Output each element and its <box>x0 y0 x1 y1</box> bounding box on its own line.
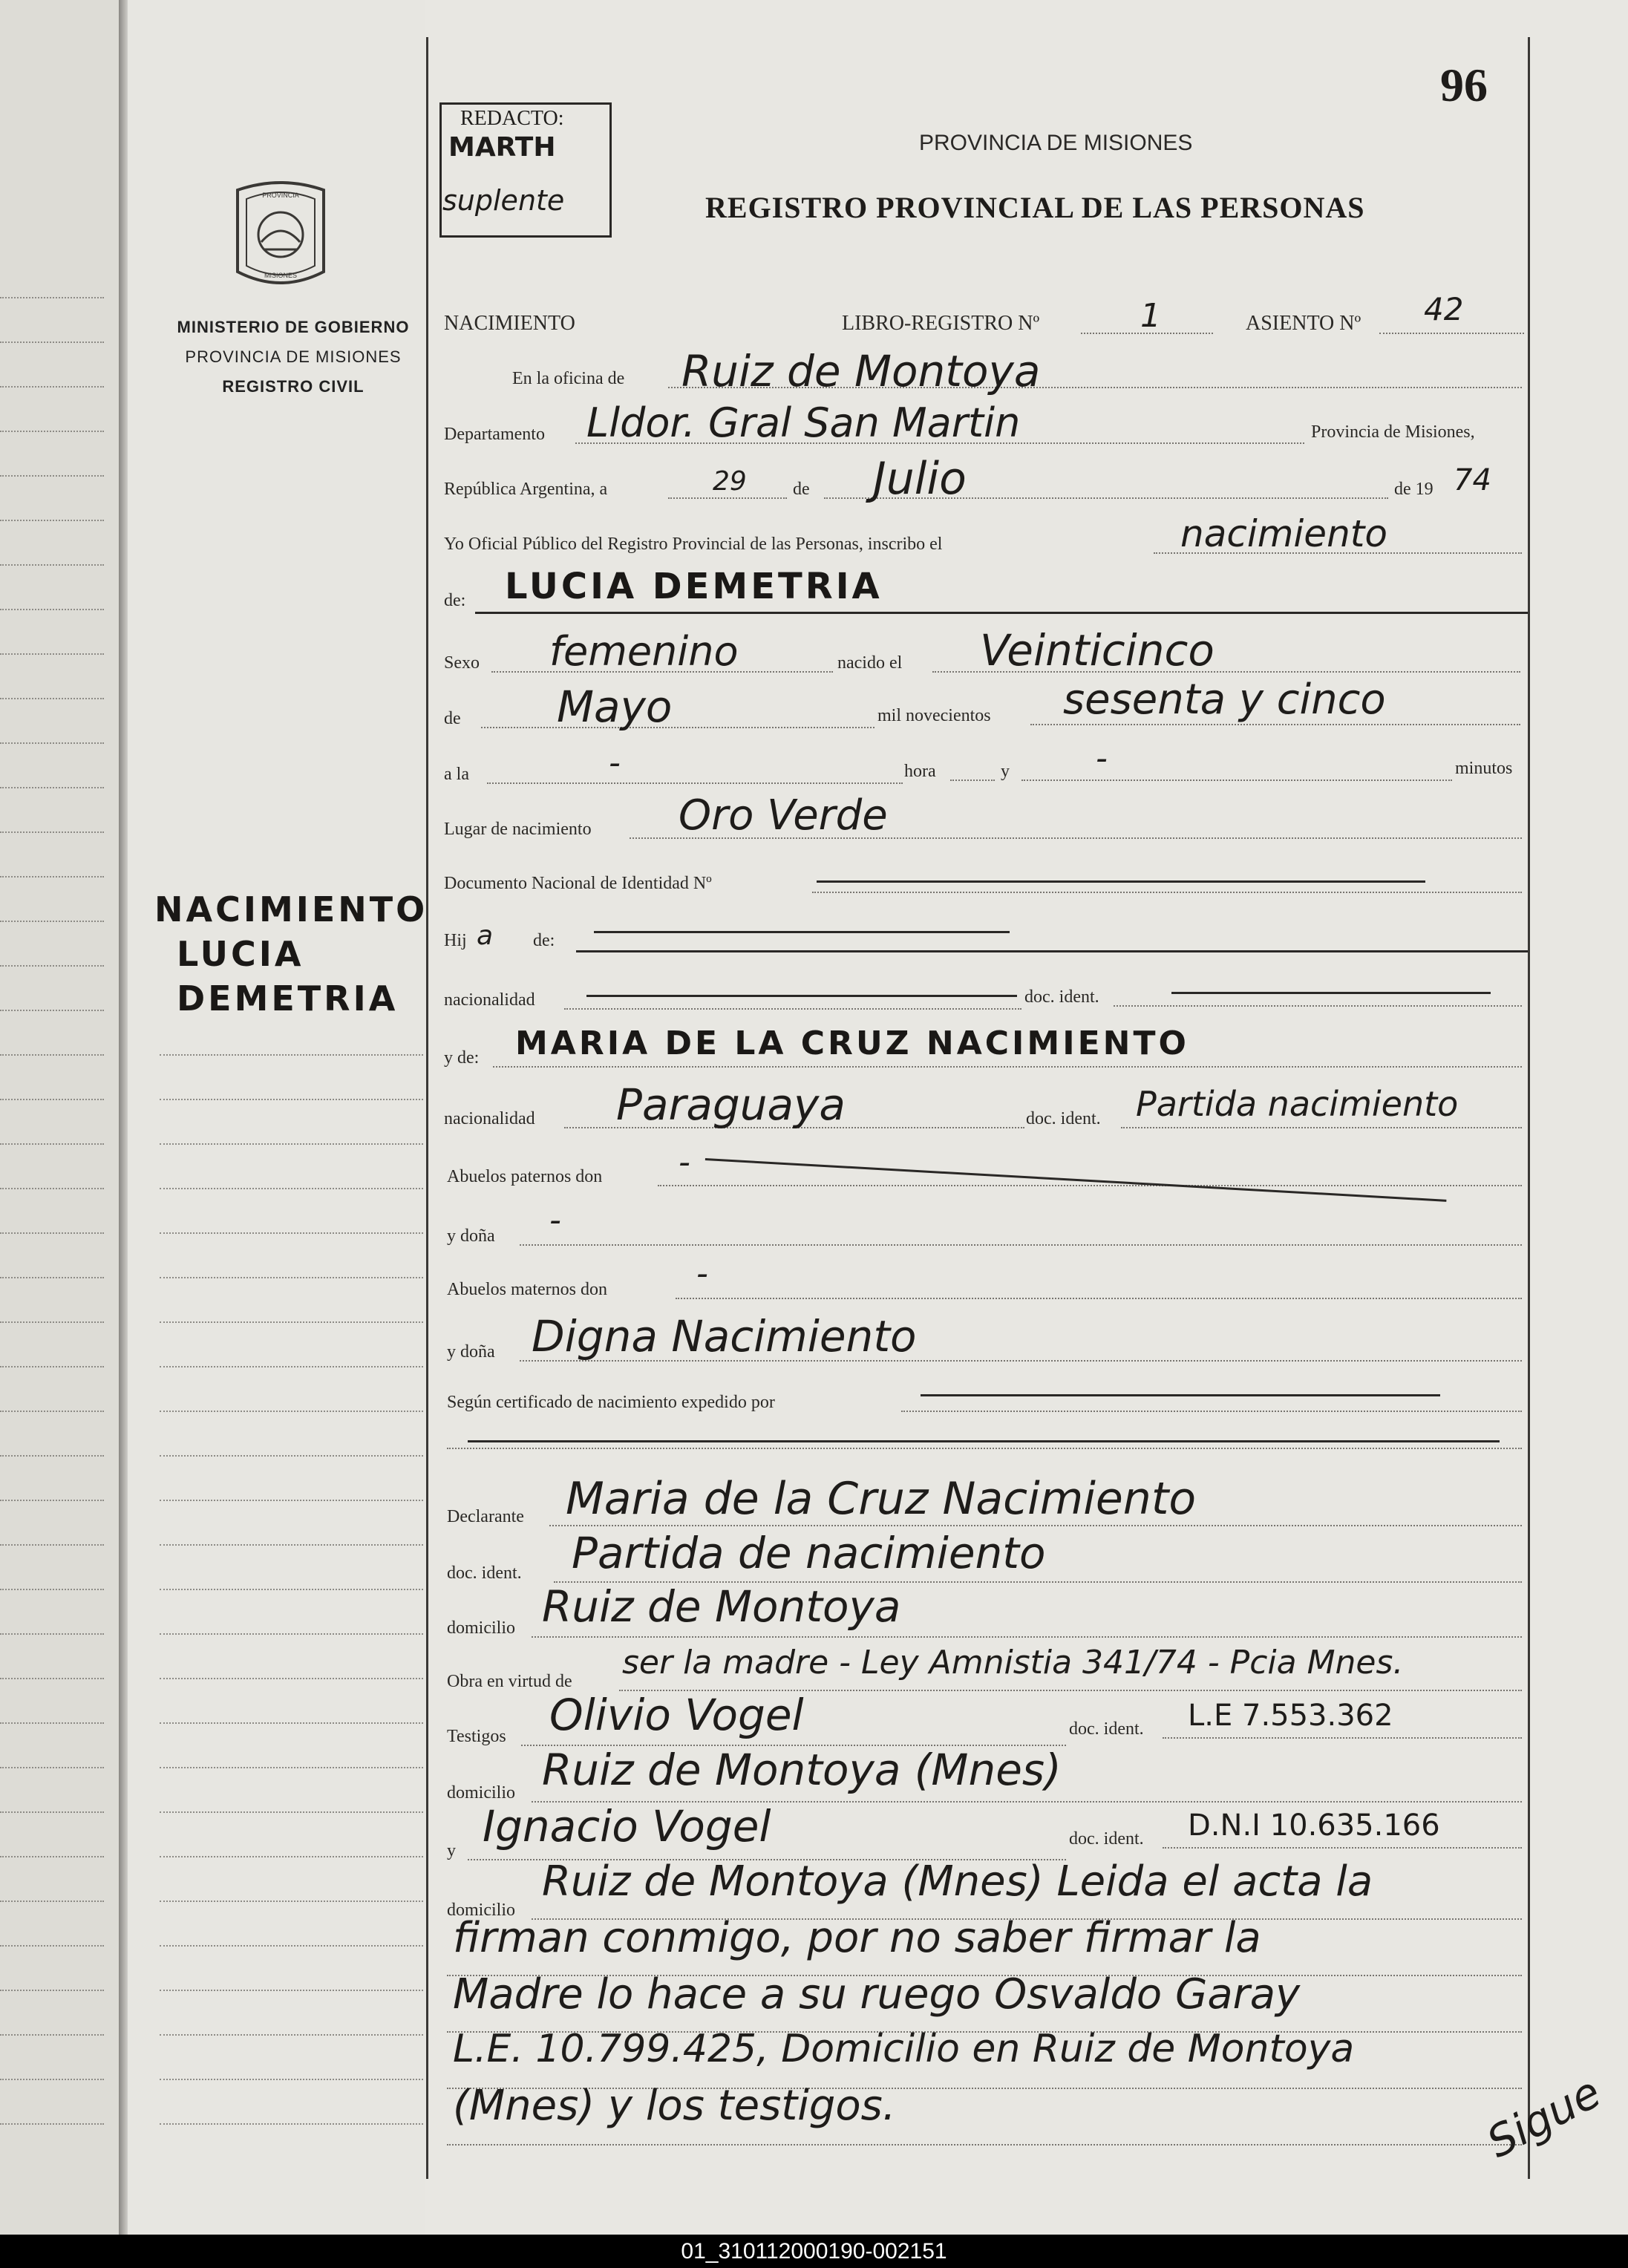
hijo-suffix: a <box>477 921 494 951</box>
hijo-label: Hij <box>444 931 467 950</box>
dni-label: Documento Nacional de Identidad Nº <box>444 874 712 893</box>
asiento-label: ASIENTO Nº <box>1246 312 1361 335</box>
note-line-3: Madre lo hace a su ruego Osvaldo Garay <box>453 1970 1301 2019</box>
abuela-paterna-dash: - <box>549 1201 561 1239</box>
redacto-name: MARTH <box>448 132 556 163</box>
previous-page-edge <box>0 0 121 2235</box>
right-rule <box>1528 37 1530 2179</box>
ydona2-label: y doña <box>447 1342 495 1362</box>
note-line-1: Ruiz de Montoya (Mnes) Leida el acta la <box>542 1857 1373 1906</box>
margin-note-line-1: NACIMIENTO <box>154 889 428 929</box>
domicilio2-label: domicilio <box>447 1783 515 1803</box>
note-line-4: L.E. 10.799.425, Domicilio en Ruiz de Montoya <box>453 2027 1355 2071</box>
docident2-value: Partida nacimiento <box>1136 1084 1459 1124</box>
abuelos-maternos-label: Abuelos maternos don <box>447 1280 607 1299</box>
margin-note-line-2: LUCIA <box>177 934 304 974</box>
lugar-value: Oro Verde <box>679 791 888 840</box>
minutos-dash: - <box>1096 739 1108 777</box>
abuelos-paternos-label: Abuelos paternos don <box>447 1167 603 1186</box>
ministry-line-3: REGISTRO CIVIL <box>222 377 364 396</box>
y-label: y <box>1001 762 1010 781</box>
hora-label: hora <box>904 762 936 781</box>
republica-label: República Argentina, a <box>444 480 608 499</box>
lugar-label: Lugar de nacimiento <box>444 820 592 839</box>
sigue-mark: Sigue <box>1479 2066 1609 2169</box>
nacido-label: nacido el <box>837 653 903 673</box>
yde-label: y de: <box>444 1048 480 1068</box>
testigo2-doc-value: D.N.I 10.635.166 <box>1188 1808 1440 1843</box>
segun-label: Según certificado de nacimiento expedido por <box>447 1393 775 1412</box>
docident3-value: Partida de nacimiento <box>572 1528 1046 1578</box>
fecha-de-label: de <box>793 480 810 499</box>
abuelo-materno-dash: - <box>696 1255 708 1293</box>
departamento-value: Lldor. Gral San Martin <box>586 399 1021 446</box>
seal-bottom-text: MISIONES <box>264 272 298 279</box>
oficina-value: Ruiz de Montoya <box>681 346 1041 396</box>
testigo1-value: Olivio Vogel <box>549 1690 804 1740</box>
domicilio3-label: domicilio <box>447 1901 515 1920</box>
declarante-value: Maria de la Cruz Nacimiento <box>566 1473 1197 1525</box>
testigos-label: Testigos <box>447 1727 506 1746</box>
margin-note-line-3: DEMETRIA <box>177 978 399 1019</box>
docident2-label: doc. ident. <box>1026 1109 1101 1128</box>
docident3-label: doc. ident. <box>447 1563 522 1583</box>
abuelo-paterno-dash: - <box>679 1143 690 1181</box>
anio-value: 74 <box>1454 463 1491 497</box>
libro-label: LIBRO-REGISTRO Nº <box>842 312 1040 335</box>
obra-value: ser la madre - Ley Amnistia 341/74 - Pcia Mnes. <box>622 1644 1404 1682</box>
note-line-5: (Mnes) y los testigos. <box>453 2082 896 2130</box>
mil-label: mil novecientos <box>877 706 991 725</box>
dia-value: 29 <box>713 466 747 497</box>
hijo-de-label: de: <box>533 931 555 950</box>
testigo2-value: Ignacio Vogel <box>483 1801 771 1852</box>
y2-label: y <box>447 1841 456 1860</box>
oficina-label: En la oficina de <box>512 369 625 388</box>
nacionalidad2-label: nacionalidad <box>444 1109 535 1128</box>
asiento-value: 42 <box>1424 291 1464 327</box>
registry-heading: REGISTRO PROVINCIAL DE LAS PERSONAS <box>705 191 1365 224</box>
note-line-2: firman conmigo, por no saber firmar la <box>453 1914 1261 1962</box>
mother-name: MARIA DE LA CRUZ NACIMIENTO <box>515 1024 1189 1062</box>
nacido-value: Veinticinco <box>980 625 1215 676</box>
ministry-line-2: PROVINCIA DE MISIONES <box>185 347 402 366</box>
testigo1-doc-label: doc. ident. <box>1069 1719 1144 1739</box>
ydona-label: y doña <box>447 1226 495 1246</box>
mes2-de-label: de <box>444 709 461 728</box>
province-heading: PROVINCIA DE MISIONES <box>919 131 1193 155</box>
nacionalidad2-value: Paraguaya <box>616 1079 846 1130</box>
redacto-role: suplente <box>442 184 565 217</box>
testigo1-doc-value: L.E 7.553.362 <box>1188 1699 1393 1733</box>
ala-label: a la <box>444 765 469 784</box>
scan-id-footer: 01_310112000190-002151 <box>0 2235 1628 2268</box>
oficial-label: Yo Oficial Público del Registro Provincial de las Personas, inscribo el <box>444 535 943 554</box>
seal-top-text: PROVINCIA <box>262 192 299 199</box>
de-colon-label: de: <box>444 591 466 610</box>
province-seal-icon <box>230 175 331 294</box>
ydona2-value: Digna Nacimiento <box>532 1311 917 1362</box>
testigo2-doc-label: doc. ident. <box>1069 1829 1144 1849</box>
minutos-label: minutos <box>1455 759 1513 778</box>
domicilio-label: domicilio <box>447 1618 515 1638</box>
mes-value: Julio <box>873 453 967 505</box>
domicilio2-value: Ruiz de Montoya (Mnes) <box>542 1745 1062 1795</box>
obra-label: Obra en virtud de <box>447 1672 572 1691</box>
registered-name: LUCIA DEMETRIA <box>505 566 883 607</box>
act-type-label: NACIMIENTO <box>444 312 575 335</box>
declarante-label: Declarante <box>447 1507 524 1526</box>
nacionalidad-label: nacionalidad <box>444 990 535 1010</box>
mes2-value: Mayo <box>557 682 673 732</box>
page-number: 96 <box>1440 59 1488 111</box>
departamento-label: Departamento <box>444 425 545 444</box>
book-gutter <box>119 0 128 2235</box>
hora-dash: - <box>609 744 621 782</box>
docident-label: doc. ident. <box>1024 987 1099 1007</box>
anio-label: de 19 <box>1394 480 1434 499</box>
provincia-label: Provincia de Misiones, <box>1311 422 1475 442</box>
ministry-line-1: MINISTERIO DE GOBIERNO <box>177 318 410 336</box>
oficial-value: nacimiento <box>1180 512 1387 555</box>
domicilio-value: Ruiz de Montoya <box>542 1581 901 1632</box>
redacto-label: REDACTO: <box>460 107 564 130</box>
sexo-label: Sexo <box>444 653 480 673</box>
mil-value: sesenta y cinco <box>1063 676 1386 724</box>
sexo-value: femenino <box>549 628 739 675</box>
libro-value: 1 <box>1140 297 1161 335</box>
